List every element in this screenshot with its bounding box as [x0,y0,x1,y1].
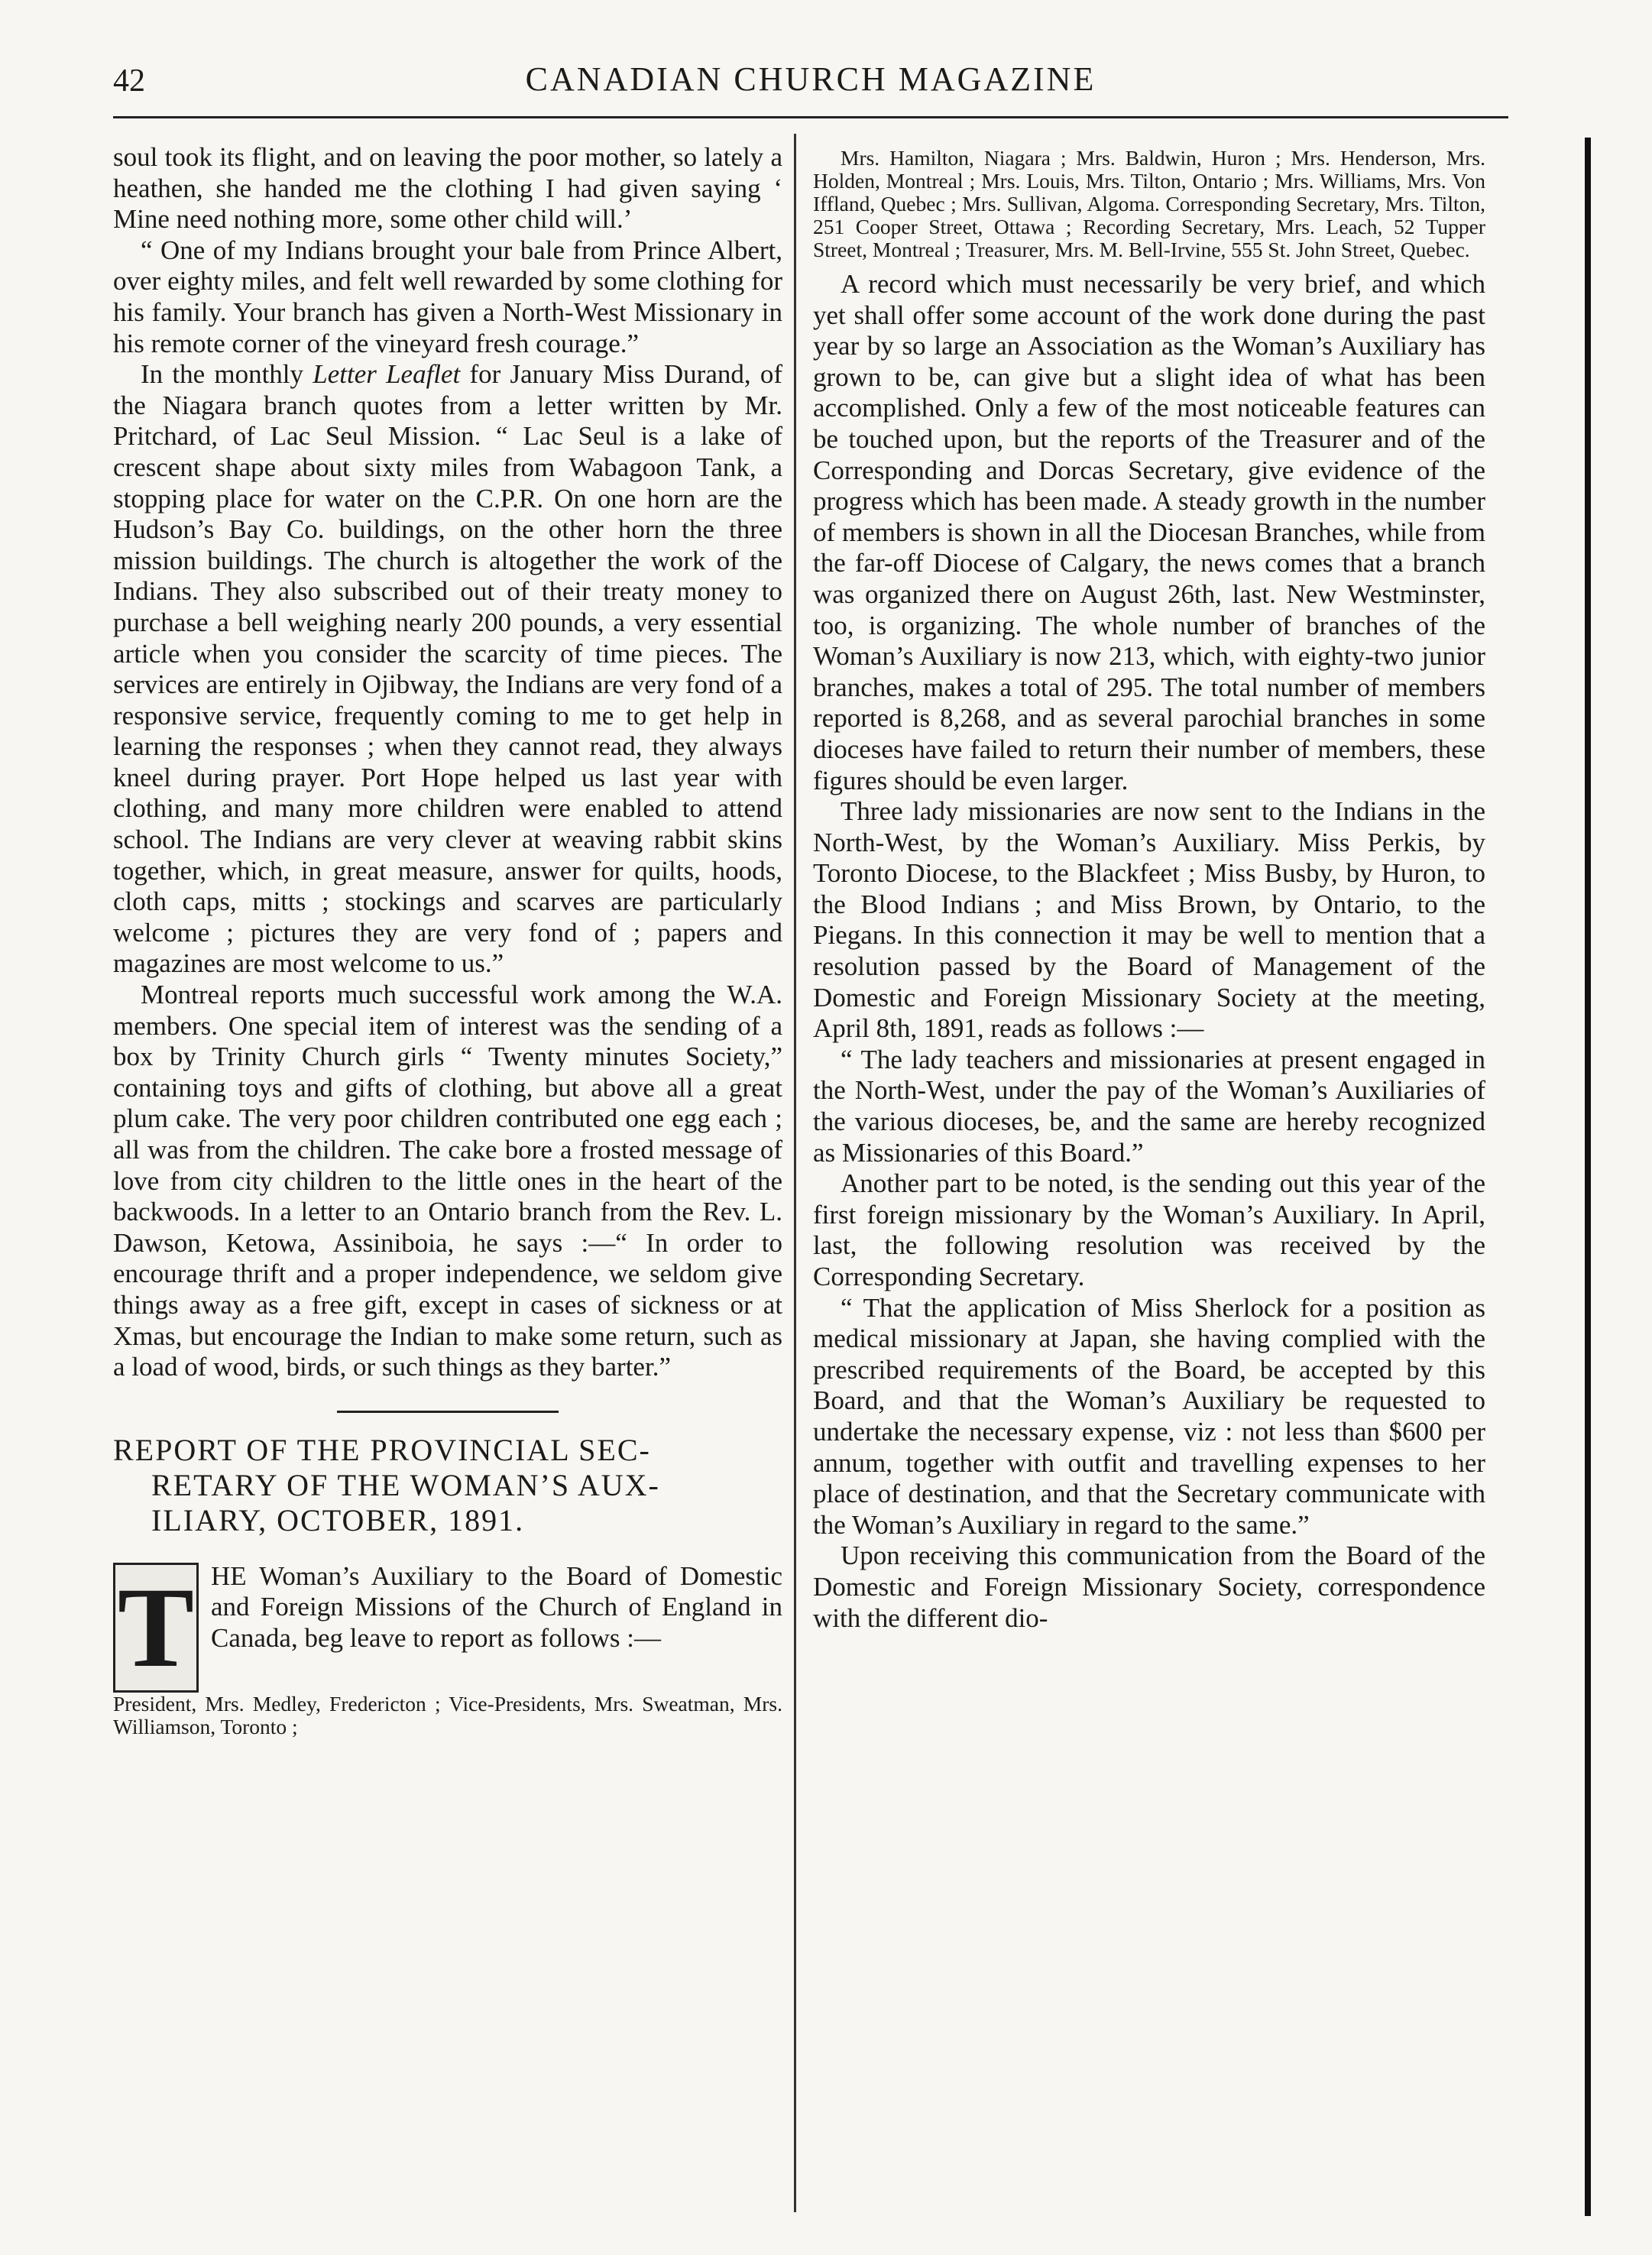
text-run: for January Miss Durand, of the Niagara branch quotes from a letter written by Mr. Pritchard, of Lac Seul Mission. “ Lac Seul is a lake of crescent shape about sixty miles from Wabagoon Tank, a stopping place for water on the C.P.R. On one horn are the Hudson’s Bay Co. buildings, on the other horn the three mission buildings. The church is altogether the work of the Indians. They also subscribed out of their treaty money to purchase a bell weighing nearly 200 pounds, a very essential article when you consider the scarcity of time pieces. The services are entirely in Ojibway, the Indians are very fond of a responsive service, frequently coming to me to get help in learning the responses ; when they cannot read, they always kneel during prayer. Port Hope helped us last year with clothing, and many more children were enabled to attend school. The Indians are very clever at weaving rabbit skins together, which, in great measure, answer for quilts, hoods, cloth caps, mitts ; stockings and scarves are particularly welcome ; pictures they are very fond of ; papers and magazines are most welcome to us.” [113,359,782,979]
report-heading [113,1433,782,1538]
report-intro [113,1561,782,1738]
officers-list-continued [813,147,1485,261]
paragraph: Upon receiving this communication from the Board of the Domestic and Foreign Missionary Society, correspondence with the different dio- [813,1541,1485,1633]
paragraph: Mrs. Hamilton, Niagara ; Mrs. Baldwin, Huron ; Mrs. Henderson, Mrs. Holden, Montreal ; Mrs. Louis, Mrs. Tilton, Ontario ; Mrs. Williams, Mrs. Von Iffland, Quebec ; Mrs. Sullivan, Algoma. Corresponding Secretary, Mrs. Tilton, 251 Cooper Street, Ottawa ; Recording Secretary, Mrs. Leach, 52 Tupper Street, Montreal ; Treasurer, Mrs. M. Bell-Irvine, 555 St. John Street, Quebec. [813,146,1485,261]
text-run: In the monthly [141,359,313,390]
header-rule [113,116,1508,118]
page-header [113,60,1508,113]
paragraph: HE Woman’s Auxiliary to the Board of Domestic and Foreign Missions of the Church of England in Canada, beg leave to report as follows :— [211,1560,782,1653]
officers-list: President, Mrs. Medley, Fredericton ; Vice-Presidents, Mrs. Sweatman, Mrs. Williamson, Toronto ; [113,1691,782,1738]
paragraph: Three lady missionaries are now sent to the Indians in the North-West, by the Woman’s Auxiliary. Miss Perkis, by Toronto Diocese, to the Blackfeet ; Miss Busby, by Huron, to the Blood Indians ; and Miss Brown, by Ontario, to the Piegans. In this connection it may be well to mention that a resolution passed by the Board of Management of the Domestic and Foreign Missionary Society at the meeting, April 8th, 1891, reads as follows :— [813,796,1485,1044]
paragraph: A record which must necessarily be very brief, and which yet shall offer some account of the work done during the past year by so large an Association as the Woman’s Auxiliary has grown to be, can give but a slight idea of what has been accomplished. Only a few of the most noticeable features can be touched upon, but the reports of the Treasurer and of the Corresponding and Dorcas Secretary, give evidence of the progress which has been made. A steady growth in the number of members is shown in all the Diocesan Branches, while from the far-off Diocese of Calgary, the news comes that a branch was organized there on August 26th, last. New Westminster, too, is organizing. The whole number of branches of the Woman’s Auxiliary is now 213, which, with eighty-two junior branches, makes a total of 295. The total number of members reported is 8,268, and as several parochial branches in some dioceses have failed to return their number of members, these figures should be even larger. [813,269,1485,795]
paragraph: soul took its flight, and on leaving the poor mother, so lately a heathen, she handed me the clothing I had given saying ‘ Mine need nothing more, some other child will.’ [113,142,782,235]
publication-title: Letter Leaflet [313,359,461,390]
heading-line: ILIARY, OCTOBER, 1891. [151,1502,525,1537]
running-title: CANADIAN CHURCH MAGAZINE [525,60,1096,98]
right-column [813,147,1485,1634]
paragraph [113,359,782,980]
page-number: 42 [113,63,145,99]
paragraph: Another part to be noted, is the sending out this year of the first foreign missionary by the Woman’s Auxiliary. In April, last, the following resolution was received by the Corresponding Secretary. [813,1168,1485,1291]
resolution-quote: “ That the application of Miss Sherlock for a position as medical missionary at Japan, she having complied with the prescribed requirements of the Board, be accepted by this Board, and that the Woman’s Auxiliary be requested to undertake the necessary expense, viz : not less than $600 per annum, together with outfit and travelling expenses to her place of destination, and that the Secretary communicate with the Woman’s Auxiliary in regard to the same.” [813,1292,1485,1540]
heading-line: REPORT OF THE PROVINCIAL SEC- [113,1432,651,1467]
paragraph: Montreal reports much successful work among the W.A. members. One special item of interest was the sending of a box by Trinity Church girls “ Twenty minutes Society,” containing toys and gifts of clothing, but above all a great plum cake. The very poor children contributed one egg each ; all was from the children. The cake bore a frosted message of love from city children to the little ones in the heart of the backwoods. In a letter to an Ontario branch from the Rev. L. Dawson, Ketowa, Assiniboia, he says :—“ In order to encourage thrift and a proper independence, we seldom give things away as a free gift, except in cases of sickness or at Xmas, but encourage the Indian to make some return, such as a load of wood, birds, or such things as they barter.” [113,980,782,1382]
left-column [113,142,782,1738]
drop-cap: T [113,1563,199,1693]
resolution-quote: “ The lady teachers and missionaries at present engaged in the North-West, under the pay of the Woman’s Auxiliaries of the various dioceses, be, and the same are hereby recognized as Missionaries of this Board.” [813,1044,1485,1168]
page-edge-bar [1585,138,1591,2216]
column-divider [794,134,796,2212]
paragraph: “ One of my Indians brought your bale from Prince Albert, over eighty miles, and felt well rewarded by some clothing for his family. Your branch has given a North-West Missionary in his remote corner of the vineyard fresh courage.” [113,235,782,358]
section-divider [337,1411,559,1413]
heading-line: RETARY OF THE WOMAN’S AUX- [151,1467,660,1502]
